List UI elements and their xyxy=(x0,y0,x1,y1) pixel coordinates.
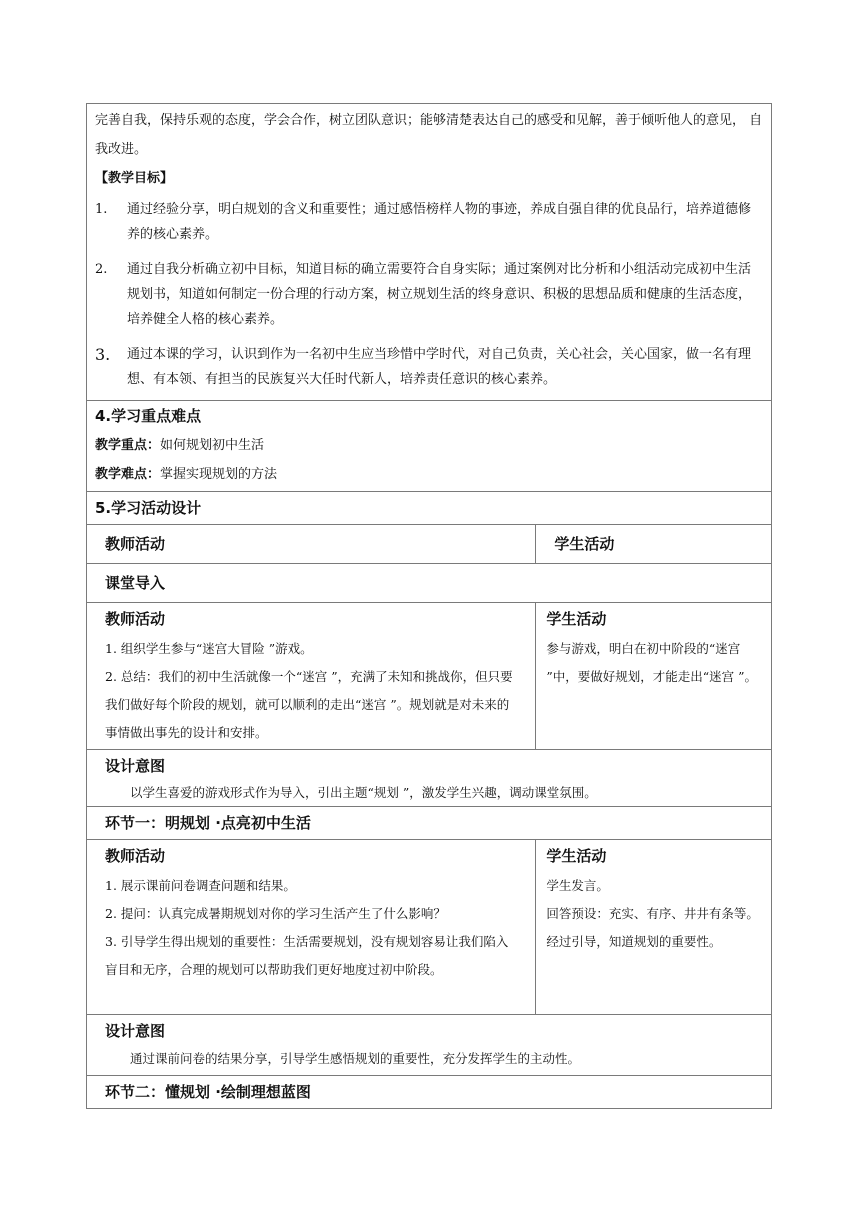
section4-title: 4.学习重点难点 xyxy=(95,407,202,425)
lesson-plan-table xyxy=(86,103,772,1109)
student-activity-item: 经过引导，知道规划的重要性。 xyxy=(546,934,722,949)
goal-number: 3. xyxy=(95,345,111,364)
link2-title-cell xyxy=(87,1076,772,1109)
goal-item xyxy=(87,193,771,249)
goal-text: 通过本课的学习，认识到作为一名初中生应当珍惜中学时代，对自己负责，关心社会，关心国家，做一名有理想、有本领、有担当的民族复兴大任时代新人，培养责任意识的核心素养。 xyxy=(127,347,752,387)
intro-student-cell xyxy=(536,603,772,750)
teacher-column-header: 教师活动 xyxy=(87,525,536,564)
goal-item xyxy=(87,334,771,394)
key-point-text: 如何规划初中生活 xyxy=(160,438,265,453)
link1-student-cell xyxy=(536,840,772,1015)
difficult-point-text: 掌握实现规划的方法 xyxy=(160,467,278,482)
teacher-activity-item: 1. 展示课前问卷调查问题和结果。 xyxy=(105,878,296,893)
goal-number: 1. xyxy=(95,202,108,217)
intro-text: 完善自我，保持乐观的态度，学会合作，树立团队意识；能够清楚表达自己的感受和见解，善于倾听他人的意见， 自我改进。 xyxy=(95,113,763,157)
goal-number: 2. xyxy=(95,262,108,277)
teacher-activity-title: 教师活动 xyxy=(105,847,166,865)
design-intent-text: 通过课前问卷的结果分享，引导学生感悟规划的重要性，充分发挥学生的主动性。 xyxy=(130,1051,581,1066)
design-intent-title: 设计意图 xyxy=(105,1022,166,1040)
student-activity-text: 参与游戏，明白在初中阶段的“迷宫 ”中，要做好规划，才能走出“迷宫 ”。 xyxy=(546,641,757,684)
student-activity-title: 学生活动 xyxy=(546,610,607,628)
student-activity-title: 学生活动 xyxy=(546,847,607,865)
teacher-activity-item: 3. 引导学生得出规划的重要性：生活需要规划，没有规划容易让我们陷入盲目和无序，合理的规划可以帮助我们更好地度过初中阶段。 xyxy=(105,934,509,977)
teacher-activity-title: 教师活动 xyxy=(105,610,166,628)
design-intent-title: 设计意图 xyxy=(105,757,166,775)
teacher-activity-item: 2. 总结：我们的初中生活就像一个“迷宫 ”，充满了未知和挑战你，但只要我们做好每个阶段的规划，就可以顺利的走出“迷宫 ”。规划就是对未来的事情做出事先的设计和安排。 xyxy=(105,669,513,740)
intro-block-title-cell xyxy=(87,564,772,603)
link1-teacher-cell xyxy=(87,840,536,1015)
key-points-cell xyxy=(87,401,772,492)
teacher-activity-item: 1. 组织学生参与“迷宫大冒险 ”游戏。 xyxy=(105,641,313,656)
difficult-point-label: 教学难点： xyxy=(95,467,161,482)
section5-cell xyxy=(87,492,772,525)
intro-design-cell xyxy=(87,750,772,807)
section5-title: 5.学习活动设计 xyxy=(95,499,202,517)
goal-text: 通过经验分享，明白规划的含义和重要性；通过感悟榜样人物的事迹，养成自强自律的优良品行，培养道德修养的核心素养。 xyxy=(127,202,752,242)
link2-title: 环节二：懂规划 ·绘制理想蓝图 xyxy=(105,1083,311,1101)
student-column-header: 学生活动 xyxy=(536,525,772,564)
design-intent-text: 以学生喜爱的游戏形式作为导入，引出主题“规划 ”，激发学生兴趣，调动课堂氛围。 xyxy=(130,785,597,800)
goals-cell xyxy=(87,104,772,401)
goal-text: 通过自我分析确立初中目标，知道目标的确立需要符合自身实际；通过案例对比分析和小组活动完成初中生活规划书，知道如何制定一份合理的行动方案，树立规划生活的终身意识、积极的思想品质和健康的生活态度，培养健全人格的核心素养。 xyxy=(127,262,752,327)
student-activity-item: 回答预设：充实、有序、井井有条等。 xyxy=(546,906,759,921)
link1-title-cell xyxy=(87,807,772,840)
link1-design-cell xyxy=(87,1015,772,1076)
goals-heading: 【教学目标】 xyxy=(95,171,174,186)
teacher-activity-item: 2. 提问：认真完成暑期规划对你的学习生活产生了什么影响？ xyxy=(105,906,446,921)
intro-teacher-cell xyxy=(87,603,536,750)
key-point xyxy=(87,431,771,460)
student-activity-item: 学生发言。 xyxy=(546,878,609,893)
goal-item xyxy=(87,249,771,334)
difficult-point xyxy=(87,460,771,489)
key-point-label: 教学重点： xyxy=(95,438,161,453)
intro-block-title: 课堂导入 xyxy=(105,574,166,592)
link1-title: 环节一：明规划 ·点亮初中生活 xyxy=(105,814,311,832)
